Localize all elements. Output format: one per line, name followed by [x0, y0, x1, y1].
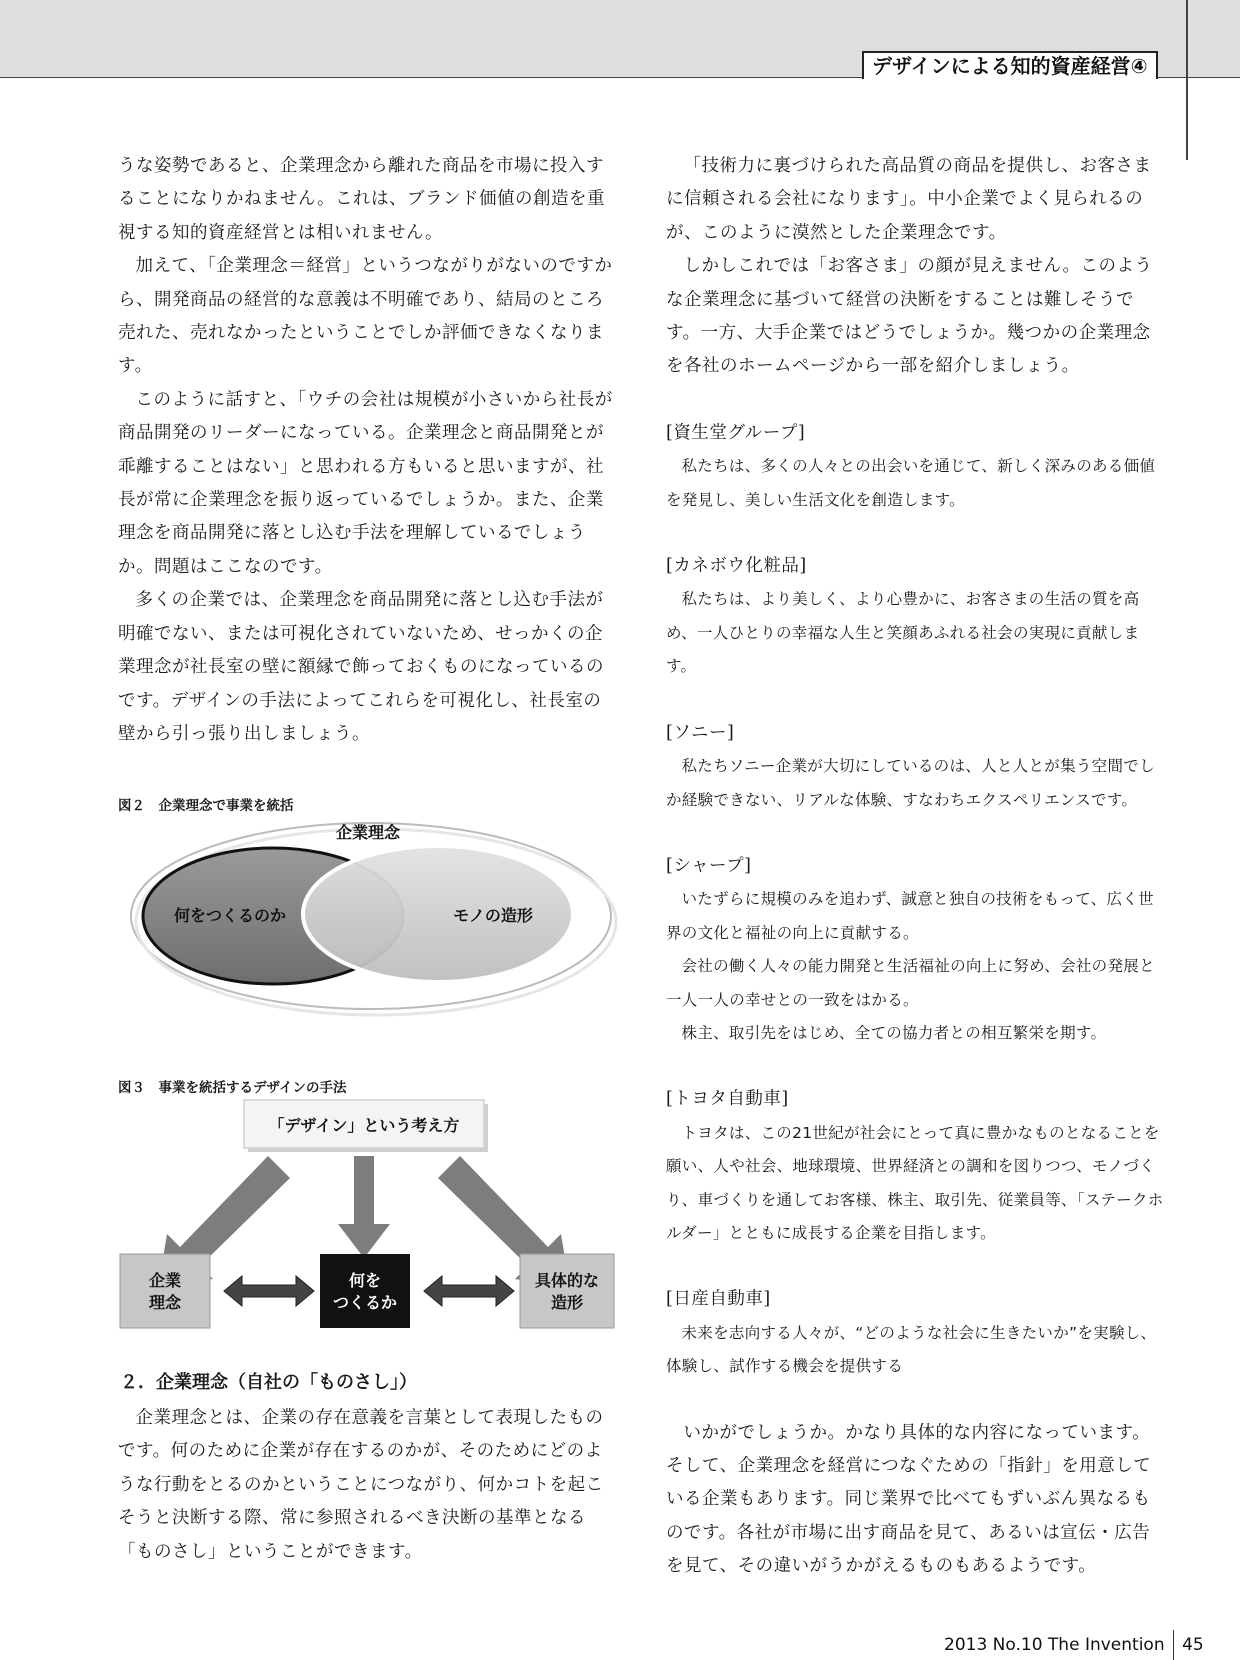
footer-separator [1173, 1630, 1175, 1660]
center-box-line2: つくるか [332, 1293, 398, 1312]
company-toyota [666, 1083, 1168, 1250]
left-box [120, 1254, 210, 1328]
top-box-label: 「デザイン」という考え方 [268, 1116, 460, 1135]
figure-3-diagram [118, 1096, 618, 1336]
right-box-line2: 造形 [550, 1293, 584, 1312]
company-philosophy: 私たちは、より美しく、より心豊かに、お客さまの生活の質を高め、一人ひとりの幸福な人生と笑顔あふれる社会の実現に貢献します。 [666, 590, 1140, 676]
company-nissan [666, 1283, 1168, 1383]
issue-label: 2013 No.10 The Invention [944, 1635, 1165, 1655]
figure-2-caption: 図２ 企業理念で事業を統括 [118, 798, 294, 814]
left-column-text [118, 150, 618, 751]
page-footer [944, 1630, 1204, 1660]
company-name: [カネボウ化粧品] [666, 556, 807, 577]
right-column-text [666, 150, 1168, 1584]
paragraph: 企業理念とは、企業の存在意義を言葉として表現したものです。何のために企業が存在するのかが、そのためにどのような行動をとるのかということにつながり、何かコトを起こそうと決断する際、常に参照されるべき決断の基準となる「ものさし」ということができます。 [118, 1408, 604, 1562]
company-philosophy: 未来を志向する人々が、“どのような社会に生きたいか”を実験し、体験し、試作する機会を提供する [666, 1323, 1157, 1376]
right-box [520, 1254, 614, 1328]
company-name: [ソニー] [666, 722, 735, 743]
right-label: モノの造形 [453, 906, 533, 925]
paragraph: 多くの企業では、企業理念を商品開発に落とし込む手法が明確でない、または可視化されていないため、せっかくの企業理念が社長室の壁に額縁で飾っておくものになっているのです。デザインの手法によってこれらを可視化し、社長室の壁から引っ張り出しましょう。 [118, 590, 604, 744]
section-2-text [118, 1402, 618, 1569]
company-name: [日産自動車] [666, 1289, 771, 1310]
figure-3-caption: 図３ 事業を統括するデザインの手法 [118, 1080, 347, 1096]
section-heading: ２．企業理念（自社の「ものさし」） [120, 1372, 417, 1393]
company-philosophy: 株主、取引先をはじめ、全ての協力者との相互繁栄を期す。 [681, 1023, 1107, 1042]
company-philosophy: トヨタは、この21世紀が社会にとって真に豊かなものとなることを願い、人や社会、地球環境、世界経済との調和を図りつつ、モノづくり、車づくりを通してお客様、株主、取引先、従業員等、「ステークホルダー」とともに成長する企業を目指します。 [666, 1123, 1164, 1242]
company-name: [資生堂グループ] [666, 422, 806, 443]
company-name: [トヨタ自動車] [666, 1089, 789, 1110]
paragraph: 「技術力に裏づけられた高品質の商品を提供し、お客さまに信頼される会社になります」。中小企業でよく見られるのが、このように漠然とした企業理念です。 [666, 156, 1152, 243]
company-philosophy: 私たちソニー企業が大切にしているのは、人と人とが集う空間でしか経験できない、リアルな体験、すなわちエクスペリエンスです。 [666, 757, 1155, 809]
paragraph: うな姿勢であると、企業理念から離れた商品を市場に投入することになりかねません。これは、ブランド価値の創造を重視する知的資産経営とは相いれません。 [118, 156, 606, 243]
left-box-line1: 企業 [148, 1271, 182, 1290]
company-philosophy: 会社の働く人々の能力開発と生活福祉の向上に努め、会社の発展と一人一人の幸せとの一致をはかる。 [666, 957, 1155, 1009]
left-label: 何をつくるのか [173, 906, 287, 925]
company-philosophy: いたずらに規模のみを追わず、誠意と独自の技術をもって、広く世界の文化と福祉の向上に貢献する。 [666, 890, 1154, 942]
company-shiseido [666, 417, 1168, 517]
figure-2-venn-diagram [118, 818, 618, 1018]
page-number: 45 [1182, 1635, 1204, 1655]
double-arrow-right [424, 1276, 514, 1306]
right-box-line1: 具体的な [534, 1271, 600, 1290]
center-box-line1: 何を [348, 1271, 382, 1290]
company-sharp [666, 850, 1168, 1050]
paragraph: しかしこれでは「お客さま」の顔が見えません。このような企業理念に基づいて経営の決断をすることは難しそうです。一方、大手企業ではどうでしょうか。幾つかの企業理念を各社のホームページから一部を紹介しましょう。 [666, 256, 1153, 377]
double-arrow-left [224, 1276, 314, 1306]
header-rule [1186, 0, 1188, 160]
company-sony [666, 717, 1168, 817]
paragraph: 加えて、「企業理念＝経営」というつながりがないのですから、開発商品の経営的な意義は不明確であり、結局のところ売れた、売れなかったということでしか評価できなくなります。 [118, 256, 613, 377]
arrow-center-down [338, 1156, 390, 1258]
company-name: [シャープ] [666, 855, 752, 876]
left-box-line2: 理念 [148, 1293, 182, 1312]
center-box [320, 1254, 410, 1328]
company-kanebo [666, 550, 1168, 684]
series-title: デザインによる知的資産経営④ [862, 51, 1158, 79]
paragraph: このように話すと、「ウチの会社は規模が小さいから社長が商品開発のリーダーになっている。企業理念と商品開発とが乖離することはない」と思われる方もいると思いますが、社長が常に企業理念を振り返っているでしょうか。また、企業理念を商品開発に落とし込む手法を理解しているでしょうか。問題はここなのです。 [118, 389, 613, 577]
outer-label: 企業理念 [335, 823, 401, 842]
paragraph: いかがでしょうか。かなり具体的な内容になっています。そして、企業理念を経営につなぐための「指針」を用意している企業もあります。同じ業界で比べてもずいぶん異なるものです。各社が市場に出す商品を見て、あるいは宣伝・広告を見て、その違いがうかがえるものもあるようです。 [666, 1422, 1152, 1577]
company-philosophy: 私たちは、多くの人々との出会いを通じて、新しく深みのある価値を発見し、美しい生活文化を創造します。 [666, 457, 1156, 509]
